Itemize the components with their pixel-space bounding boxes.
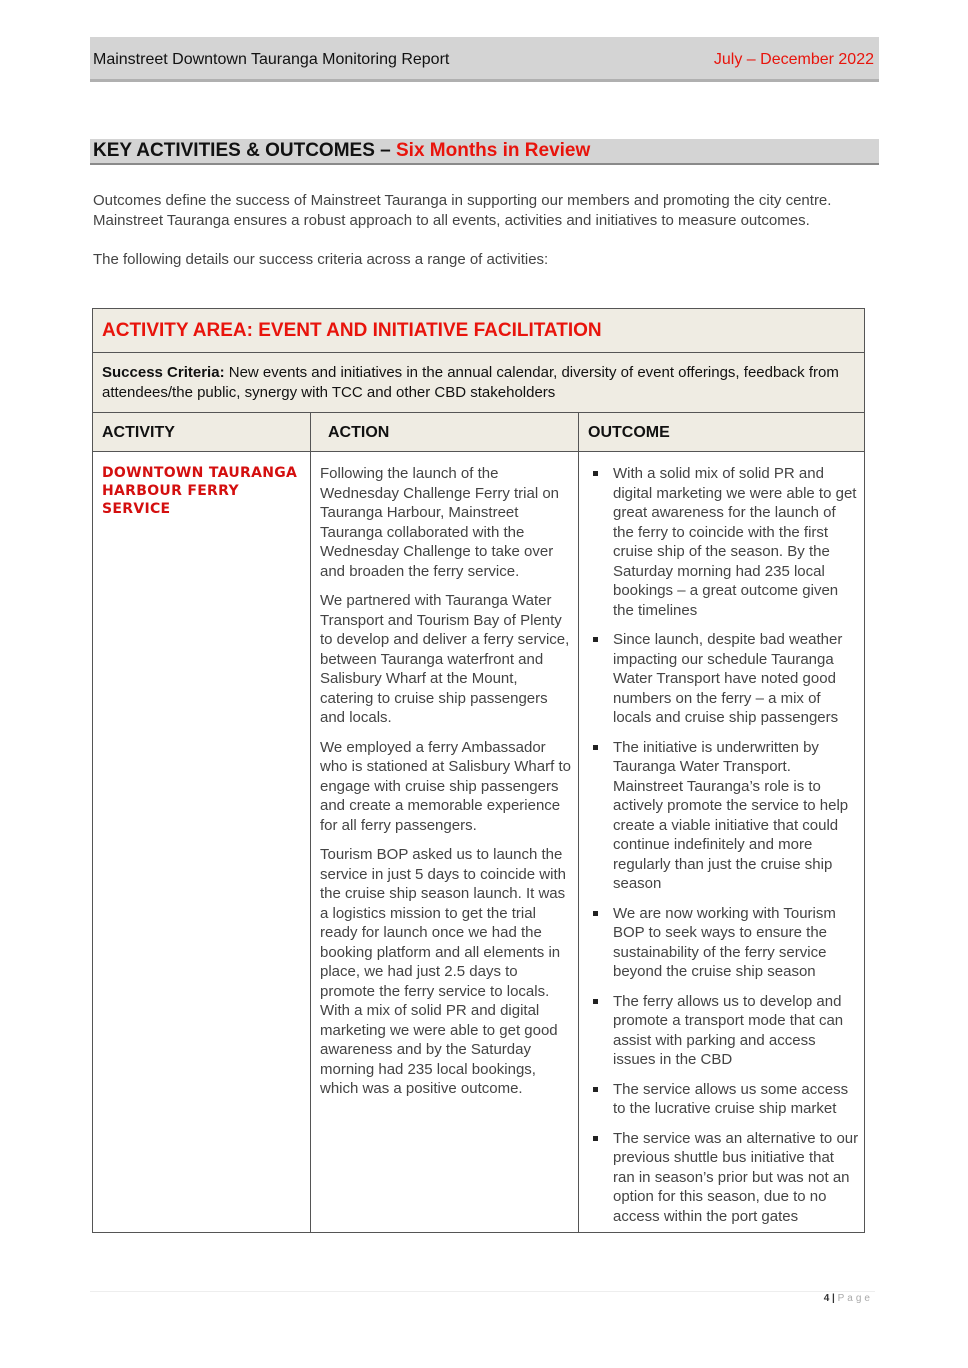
outcome-list: [589, 464, 859, 1236]
footer-divider: [90, 1291, 875, 1292]
outcome-text: The service allows us some access to the lucrative cruise ship market: [613, 1080, 849, 1117]
action-paragraph: Following the launch of the Wednesday Challenge Ferry trial on Tauranga Harbour, Mainstreet Tauranga collaborated with the Wednesday Challenge to take over and broaden the ferry service.: [320, 465, 560, 580]
outcome-item: [589, 738, 859, 894]
section-title: [93, 140, 590, 162]
bullet-icon: [593, 637, 598, 642]
outcome-item: [589, 904, 859, 982]
outcome-item: [589, 992, 859, 1070]
column-header-outcome: OUTCOME: [588, 424, 670, 441]
report-title: Mainstreet Downtown Tauranga Monitoring Report: [93, 51, 450, 68]
success-criteria-row: [93, 353, 864, 413]
outcome-text: The initiative is underwritten by Tauranga Water Transport. Mainstreet Tauranga’s role is to actively promote the service to help create a viable initiative that could continue indefinitely and more regularly than just the cruise ship season: [613, 738, 849, 892]
column-divider: [578, 413, 579, 1232]
section-title-accent: Six Months in Review: [396, 140, 591, 161]
column-header-activity: ACTIVITY: [102, 424, 175, 441]
bullet-icon: [593, 1087, 598, 1092]
section-heading: [90, 139, 879, 165]
column-header-action: ACTION: [328, 424, 390, 441]
bullet-icon: [593, 1136, 598, 1141]
intro-paragraph-2: The following details our success criteria across a range of activities:: [93, 251, 549, 268]
report-header: [90, 37, 879, 82]
page-number: 4: [823, 1293, 830, 1304]
intro-paragraph: Outcomes define the success of Mainstreet Tauranga in supporting our members and promoting the city centre. Mainstreet Tauranga ensures a robust approach to all events, activities and initiatives to measure outcomes.: [93, 192, 832, 229]
bullet-icon: [593, 745, 598, 750]
activity-area-row: [93, 309, 864, 353]
action-cell: [320, 464, 572, 1109]
bullet-icon: [593, 471, 598, 476]
action-paragraph: We partnered with Tauranga Water Transport and Tourism Bay of Plenty to develop and deliver a ferry service, between Tauranga waterfront and Salisbury Wharf at the Mount, catering to cruise ship passengers and locals.: [320, 592, 570, 726]
outcome-text: Since launch, despite bad weather impacting our schedule Tauranga Water Transport have noted good numbers on the ferry – a mix of locals and cruise ship passengers: [613, 631, 843, 726]
action-paragraph: We employed a ferry Ambassador who is stationed at Salisbury Wharf to engage with cruise ship passengers and create a memorable experience for all ferry passengers.: [320, 738, 571, 834]
report-date-range: July – December 2022: [713, 51, 874, 68]
success-criteria-text: New events and initiatives in the annual calendar, diversity of event offerings, feedback from attendees/the public, synergy with TCC and other CBD stakeholders: [102, 364, 839, 401]
activity-table: [92, 308, 865, 1233]
activity-name: DOWNTOWN TAURANGA HARBOUR FERRY SERVICE: [102, 465, 298, 517]
success-criteria: [102, 363, 860, 403]
outcome-item: [589, 1129, 859, 1227]
success-criteria-label: Success Criteria:: [102, 364, 225, 381]
table-header-row: [93, 413, 864, 452]
outcome-item: [589, 630, 859, 728]
bullet-icon: [593, 911, 598, 916]
outcome-text: With a solid mix of solid PR and digital marketing we were able to get great awareness for the launch of the ferry to coincide with the first cruise ship of the season. By the Saturday morning had 235 local bookings – a great outcome given the timelines: [613, 465, 857, 619]
page-label: Page: [837, 1293, 873, 1304]
outcome-item: [589, 464, 859, 620]
page-separator: |: [829, 1293, 838, 1304]
bullet-icon: [593, 999, 598, 1004]
outcome-text: The ferry allows us to develop and promote a transport mode that can assist with parking and access issues in the CBD: [613, 992, 844, 1068]
activity-area-title: ACTIVITY AREA: EVENT AND INITIATIVE FACILITATION: [102, 320, 602, 341]
section-title-main: KEY ACTIVITIES & OUTCOMES –: [93, 140, 396, 161]
outcome-text: The service was an alternative to our previous shuttle bus initiative that ran in season’s prior but was not an option for this season, due to no access within the port gates: [613, 1129, 859, 1225]
page-footer: [824, 1293, 873, 1304]
action-paragraph: Tourism BOP asked us to launch the service in just 5 days to coincide with the cruise ship season launch. It was a logistics mission to get the trial ready for launch once we had the booking platform and all elements in place, we had just 2.5 days to promote the ferry service to locals. With a mix of solid PR and digital marketing we were able to get good awareness and by the Saturday morning had 235 local bookings, which was a positive outcome.: [320, 846, 566, 1097]
outcome-text: We are now working with Tourism BOP to seek ways to ensure the sustainability of the ferry service beyond the cruise ship season: [613, 904, 836, 980]
column-divider: [310, 413, 311, 1232]
outcome-item: [589, 1080, 859, 1119]
